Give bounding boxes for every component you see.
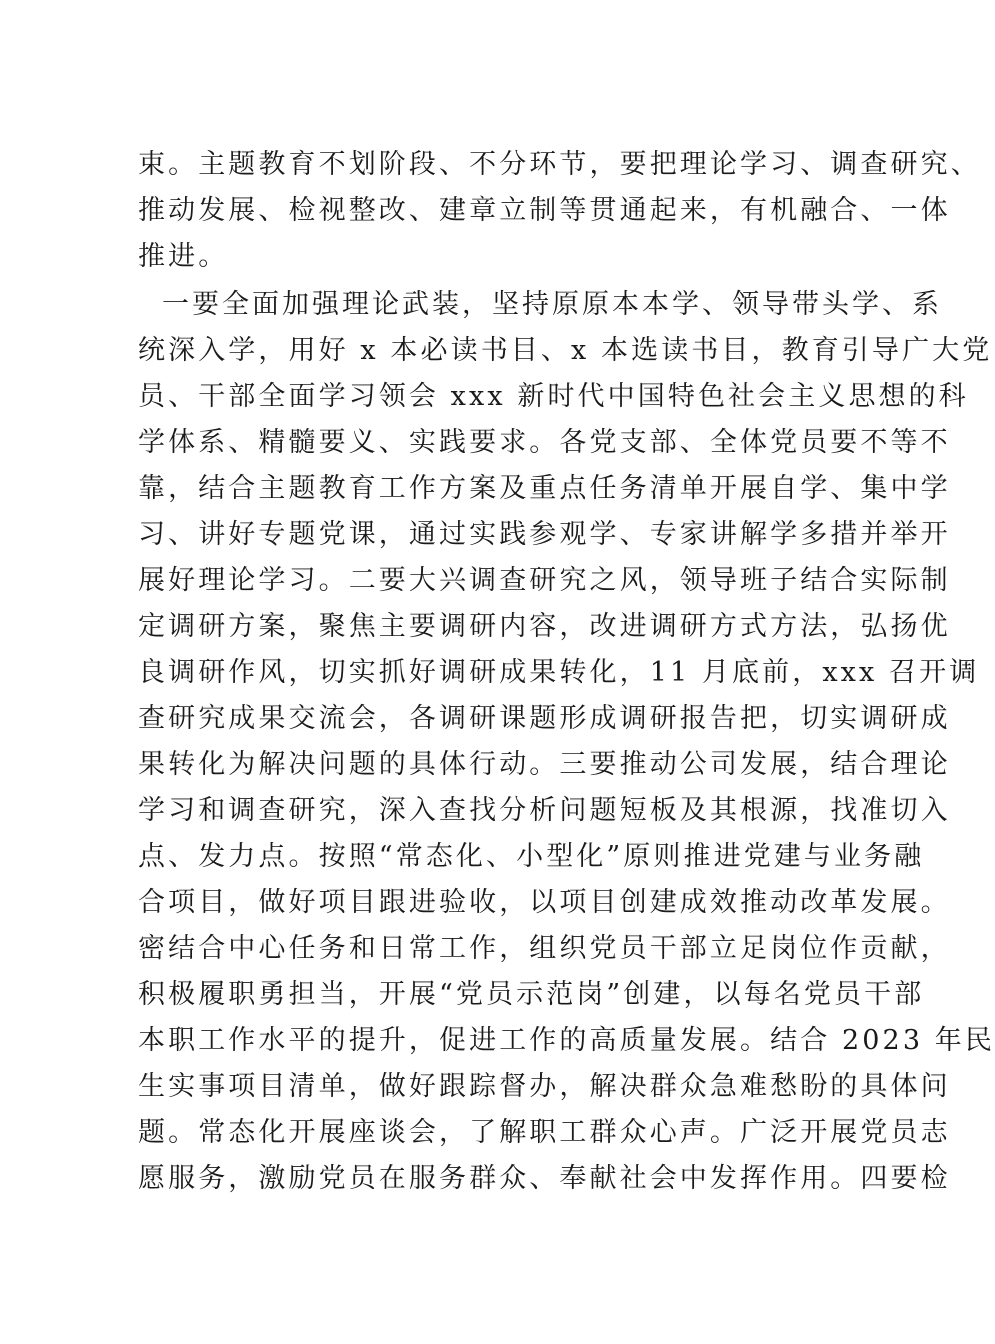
text-line: 本职工作水平的提升，促进工作的高质量发展。结合 2023 年民 bbox=[138, 1025, 995, 1056]
text-line: 靠，结合主题教育工作方案及重点任务清单开展自学、集中学 bbox=[138, 473, 951, 504]
paragraph-first-line: 一要全面加强理论武装，坚持原原本本学、领导带头学、系 bbox=[162, 289, 942, 320]
text-line: 学习和调查研究，深入查找分析问题短板及其根源，找准切入 bbox=[138, 795, 951, 826]
text-line: 积极履职勇担当，开展“党员示范岗”创建，以每名党员干部 bbox=[138, 979, 925, 1010]
text-line: 习、讲好专题党课，通过实践参观学、专家讲解学多措并举开 bbox=[138, 519, 951, 550]
text-line: 员、干部全面学习领会 xxx 新时代中国特色社会主义思想的科 bbox=[138, 381, 969, 412]
text-line: 点、发力点。按照“常态化、小型化”原则推进党建与业务融 bbox=[138, 841, 925, 872]
text-line: 定调研方案，聚焦主要调研内容，改进调研方式方法，弘扬优 bbox=[138, 611, 951, 642]
text-line: 学体系、精髓要义、实践要求。各党支部、全体党员要不等不 bbox=[138, 427, 951, 458]
text-line: 密结合中心任务和日常工作，组织党员干部立足岗位作贡献， bbox=[138, 933, 951, 964]
text-line: 展好理论学习。二要大兴调查研究之风，领导班子结合实际制 bbox=[138, 565, 951, 596]
text-line: 良调研作风，切实抓好调研成果转化，11 月底前，xxx 召开调 bbox=[138, 657, 980, 688]
text-line: 合项目，做好项目跟进验收，以项目创建成效推动改革发展。 bbox=[138, 887, 951, 918]
text-line: 统深入学，用好 x 本必读书目、x 本选读书目，教育引导广大党 bbox=[138, 335, 993, 366]
text-line: 果转化为解决问题的具体行动。三要推动公司发展，结合理论 bbox=[138, 749, 951, 780]
text-line: 愿服务，激励党员在服务群众、奉献社会中发挥作用。四要检 bbox=[138, 1163, 951, 1194]
text-line: 查研究成果交流会，各调研课题形成调研报告把，切实调研成 bbox=[138, 703, 951, 734]
text-line: 题。常态化开展座谈会，了解职工群众心声。广泛开展党员志 bbox=[138, 1117, 951, 1148]
text-line: 束。主题教育不划阶段、不分环节，要把理论学习、调查研究、 bbox=[138, 149, 981, 180]
text-line: 推进。 bbox=[138, 241, 229, 272]
text-line: 推动发展、检视整改、建章立制等贯通起来，有机融合、一体 bbox=[138, 195, 951, 226]
text-line: 生实事项目清单，做好跟踪督办，解决群众急难愁盼的具体问 bbox=[138, 1071, 951, 1102]
